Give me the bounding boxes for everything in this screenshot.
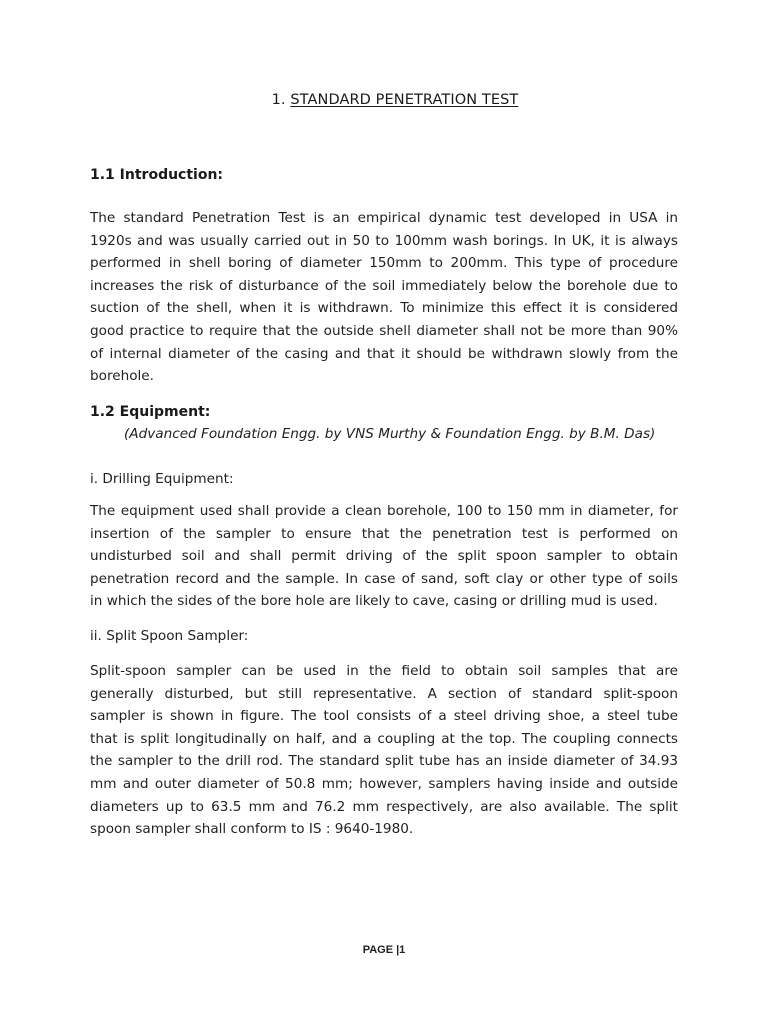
- paragraph-line: of internal diameter of the casing and that it should be withdrawn slowly from the: [90, 345, 678, 362]
- paragraph-line: penetration record and the sample. In case of sand, soft clay or other type of soils: [90, 570, 678, 587]
- drilling-equipment-paragraph: [90, 500, 678, 613]
- paragraph-line: the sampler to the drill rod. The standard split tube has an inside diameter of 34.93: [90, 753, 678, 770]
- paragraph-line: undisturbed soil and shall permit driving of the split spoon sampler to obtain: [90, 548, 678, 565]
- introduction-paragraph: [90, 207, 678, 388]
- split-spoon-paragraph: [90, 660, 678, 841]
- title-number: 1.: [271, 92, 286, 108]
- paragraph-line: diameters up to 63.5 mm and 76.2 mm respectively, are also available. The split: [90, 798, 678, 815]
- paragraph-line: insertion of the sampler to ensure that the penetration test is performed on: [90, 525, 678, 542]
- paragraph-line: increases the risk of disturbance of the soil immediately below the borehole due to: [90, 277, 678, 294]
- paragraph-line: sampler is shown in figure. The tool consists of a steel driving shoe, a steel tube: [90, 708, 678, 725]
- paragraph-line: good practice to require that the outside shell diameter shall not be more than 90%: [90, 322, 678, 339]
- paragraph-line: mm and outer diameter of 50.8 mm; however, samplers having inside and outside: [90, 775, 678, 792]
- paragraph-line: that is split longitudinally on half, and a coupling at the top. The coupling connects: [90, 730, 678, 747]
- paragraph-line: borehole.: [90, 368, 154, 385]
- paragraph-line: The standard Penetration Test is an empirical dynamic test developed in USA in: [90, 210, 678, 226]
- subheading-split-spoon-sampler: ii. Split Spoon Sampler:: [90, 628, 249, 644]
- paragraph-line: spoon sampler shall conform to IS : 9640-1980.: [90, 821, 414, 838]
- paragraph-line: in which the sides of the bore hole are likely to cave, casing or drilling mud is used.: [90, 593, 658, 610]
- title-text: STANDARD PENETRATION TEST: [290, 92, 519, 108]
- equipment-reference: (Advanced Foundation Engg. by VNS Murthy & Foundation Engg. by B.M. Das): [124, 426, 656, 442]
- section-heading-introduction: 1.1 Introduction:: [90, 167, 224, 183]
- paragraph-line: Split-spoon sampler can be used in the field to obtain soil samples that are: [90, 663, 678, 679]
- paragraph-line: The equipment used shall provide a clean borehole, 100 to 150 mm in diameter, for: [90, 503, 678, 519]
- paragraph-line: 1920s and was usually carried out in 50 to 100mm wash borings. In UK, it is always: [90, 232, 678, 249]
- section-heading-equipment: 1.2 Equipment:: [90, 404, 211, 420]
- paragraph-line: performed in shell boring of diameter 150mm to 200mm. This type of procedure: [90, 255, 678, 272]
- paragraph-line: suction of the shell, when it is withdrawn. To minimize this effect it is considered: [90, 300, 678, 317]
- subheading-drilling-equipment: i. Drilling Equipment:: [90, 471, 234, 487]
- page-number: PAGE |1: [362, 944, 406, 956]
- paragraph-line: generally disturbed, but still representative. A section of standard split-spoon: [90, 685, 678, 702]
- document-title: [0, 92, 768, 108]
